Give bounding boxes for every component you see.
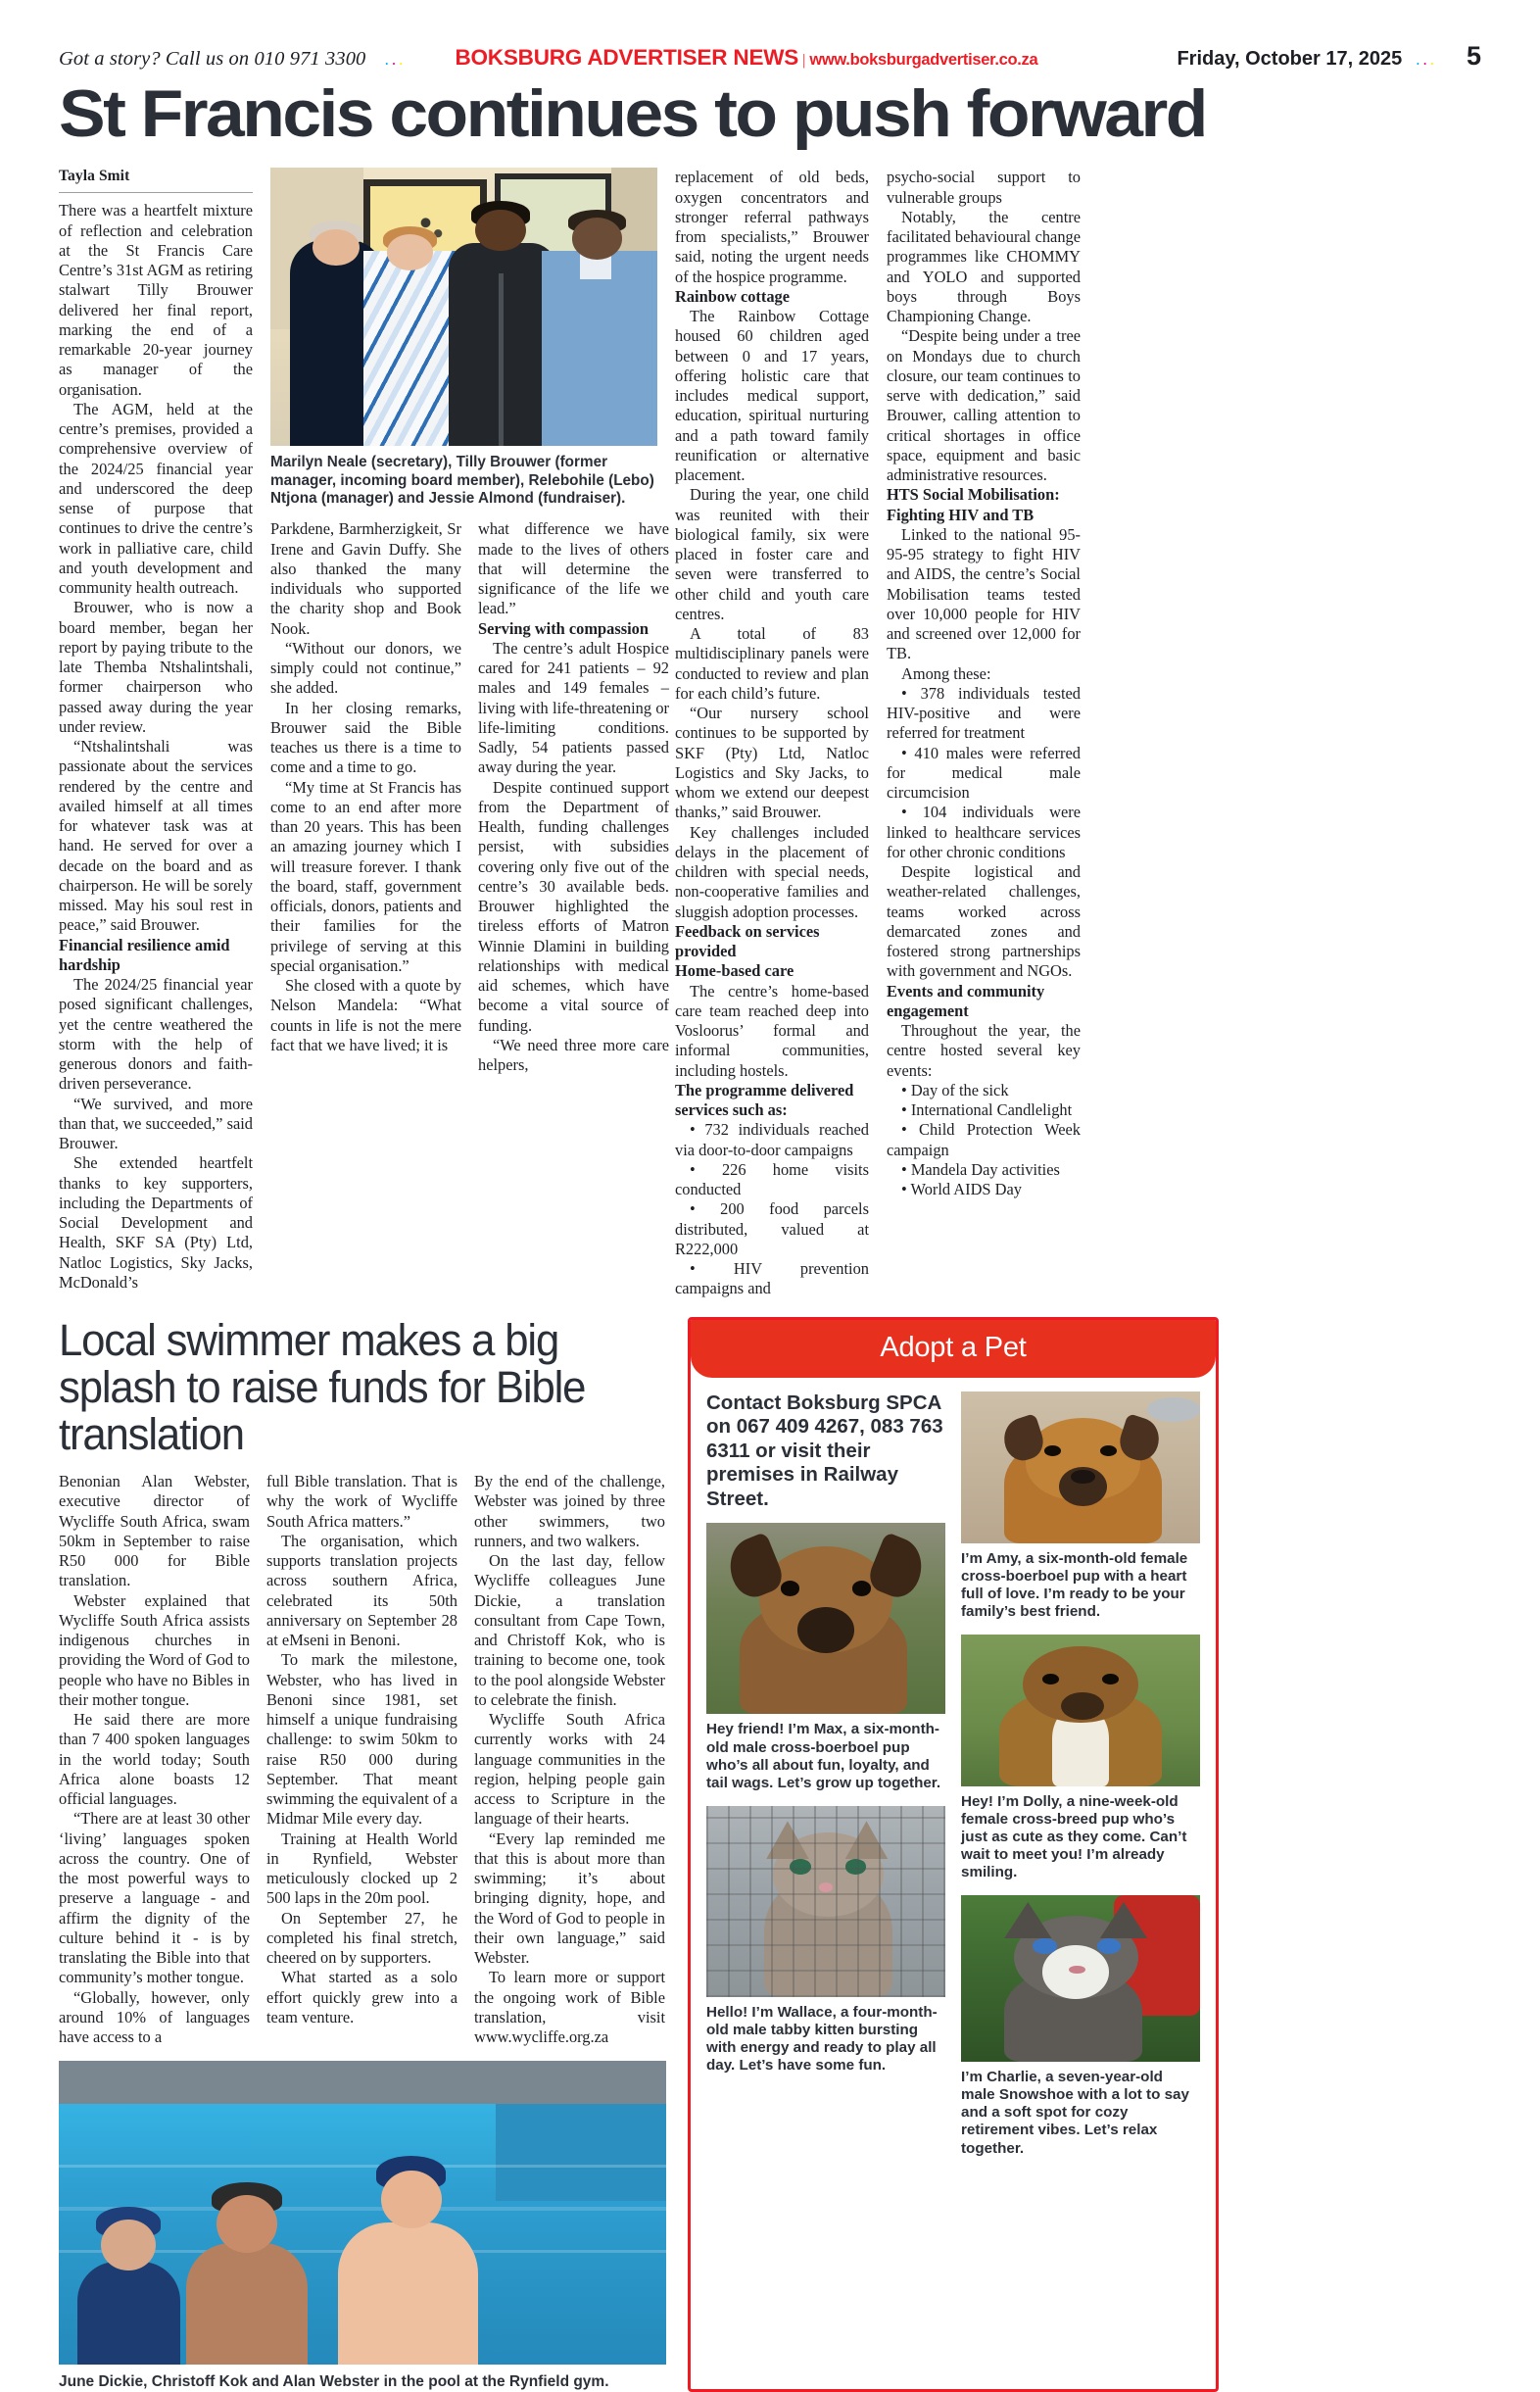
event-item: • Mandela Day activities (901, 1159, 1060, 1179)
paragraph: To mark the milestone, Webster, who has lived in Benoni since 1981, set himself a unique fundraising challenge: to swim 50km to raise R50 000 during September. That meant swimming the equivalent of a Midmar Mile every day. (266, 1650, 457, 1829)
story2-photo-caption: June Dickie, Christoff Kok and Alan Webster in the pool at the Rynfield gym. (59, 2373, 609, 2391)
publication-website[interactable]: www.boksburgadvertiser.co.za (809, 51, 1038, 69)
publication-brand (361, 45, 1131, 71)
paragraph: The Rainbow Cottage housed 60 children aged between 0 and 17 years, offering holistic care that includes medical support, education, spiritual nurturing and a path toward family reunification or alternative placement. (675, 307, 869, 485)
publication-name: BOKSBURG ADVERTISER NEWS (455, 45, 799, 70)
story1-lower-columns (270, 519, 669, 1075)
pet-photo-max (706, 1523, 945, 1714)
paragraph: Linked to the national 95-95-95 strategy to fight HIV and AIDS, the centre’s Social Mobilisation teams tested over 10,000 people for HIV and screened over 12,000 for TB. (887, 524, 1081, 663)
adopt-column-left (706, 1391, 945, 2378)
adopt-a-pet-body (691, 1378, 1216, 2390)
paragraph: He said there are more than 7 400 spoken languages in the world today; South Africa alone boasts 12 official languages. (59, 1710, 250, 1809)
masthead (59, 0, 1481, 76)
story2-pool-photo (59, 2061, 666, 2365)
lower-section (59, 1314, 1481, 2392)
bullet-item: • 200 food parcels distributed, valued at R222,000 (675, 1199, 869, 1258)
paragraph: During the year, one child was reunited with their biological family, six were placed in foster care and seven were transferred to other child and youth care centres. (675, 485, 869, 623)
story2-column-1 (59, 1472, 250, 2047)
issue-date: Friday, October 17, 2025 (1177, 48, 1403, 70)
story1-headline: St Francis continues to push forward (59, 76, 1206, 151)
story1-column-1 (59, 168, 253, 1298)
bullet-item: • 226 home visits conducted (675, 1159, 869, 1199)
paragraph: The AGM, held at the centre’s premises, provided a comprehensive overview of the 2024/25 financial year and underscored the deep sense of purpose that continues to drive the centre’s work in palliative care, child and youth development and community health outreach. (59, 399, 253, 598)
paragraph: On the last day, fellow Wycliffe colleagues June Dickie, a translation consultant from Cape Town, and Christoff Kok, who is training to become one, took to the pool alongside Webster to celebrate the finish. (474, 1551, 665, 1709)
story2-column-3 (474, 1472, 665, 2047)
paragraph: “Globally, however, only around 10% of languages have access to a (59, 1987, 250, 2047)
paragraph: Among these: (901, 663, 991, 683)
pet-caption-wallace: Hello! I’m Wallace, a four-month-old male tabby kitten bursting with energy and ready to play all day. Let’s have some fun. (706, 2003, 938, 2075)
paragraph: Benonian Alan Webster, executive director of Wycliffe South Africa, swam 50km in September to raise R50 000 for Bible translation. (59, 1472, 250, 1590)
pet-photo-amy (961, 1391, 1200, 1543)
paragraph: Notably, the centre facilitated behavioural change programmes like CHOMMY and YOLO and supported boys through Boys Championing Change. (887, 207, 1081, 326)
pet-caption-max: Hey friend! I’m Max, a six-month-old male cross-boerboel pup who’s all about fun, loyalty, and tail wags. Let’s grow up together. (706, 1721, 941, 1791)
paragraph: replacement of old beds, oxygen concentrators and stronger referral pathways from specialists,” Brouwer said, noting the urgent needs of the hospice programme. (675, 168, 869, 286)
pet-caption-dolly: Hey! I’m Dolly, a nine-week-old female cross-breed pup who’s just as cute as they come. Can’t wait to meet you! I’m already smiling. (961, 1792, 1187, 1881)
story1-column-3 (478, 519, 669, 1075)
pet-photo-wallace (706, 1806, 945, 1997)
story-tip-line (59, 48, 406, 71)
brand-separator: | (802, 52, 806, 69)
paragraph: To learn more or support the ongoing work of Bible translation, visit www.wycliffe.org.za (474, 1968, 665, 2047)
event-item: • Day of the sick (901, 1080, 1009, 1099)
story2-headline: Local swimmer makes a big splash to raise funds for Bible translation (59, 1314, 586, 1459)
paragraph: “My time at St Francis has come to an end after more than 20 years. This has been an amazing journey which I will treasure forever. I thank the board, staff, government officials, donors, patients and their families for the privilege of serving at this special organisation.” (270, 777, 461, 975)
adopt-a-pet-panel (688, 1317, 1219, 2392)
paragraph: The centre’s home-based care team reached deep into Vosloorus’ formal and informal communities, including hostels. (675, 981, 869, 1080)
paragraph: “Our nursery school continues to be supported by SKF (Pty) Ltd, Natloc Logistics and Sky Jacks, to whom we extend our deepest thanks,” said Brouwer. (675, 704, 869, 822)
paragraph: “There are at least 30 other ‘living’ languages spoken across the country. One of the most powerful ways to preserve a language - and affirm the dignity of the culture behind it - is by translating the Bible into that community’s mother tongue. (59, 1809, 250, 1987)
paragraph: “Without our donors, we simply could not continue,” she added. (270, 638, 461, 698)
paragraph: Throughout the year, the centre hosted several key events: (887, 1021, 1081, 1080)
bullet-item: • 378 individuals tested HIV-positive and were referred for treatment (887, 683, 1081, 743)
paragraph: Parkdene, Barmherzigkeit, Sr Irene and Gavin Duffy. She also thanked the many individuals who supported the charity shop and Book Nook. (270, 519, 461, 638)
page-number: 5 (1466, 41, 1481, 71)
paragraph: A total of 83 multidisciplinary panels were conducted to review and plan for each child’s future. (675, 624, 869, 703)
bullet-item: • 104 individuals were linked to healthcare services for other chronic conditions (887, 803, 1081, 861)
story1-photo-column (270, 168, 669, 1298)
paragraph: She extended heartfelt thanks to key supporters, including the Departments of Social Development and Health, SKF SA (Pty) Ltd, Natloc Logistics, Sky Jacks, McDonald’s (59, 1153, 253, 1292)
cmyk-registration-marks-right: ... (1416, 50, 1437, 69)
paragraph: Despite continued support from the Department of Health, funding challenges persist, with subsidies covering only five out of the centre’s 30 available beds. Brouwer highlighted the tireless efforts of Matron Winnie Dlamini in building relationships with medical aid schemes, which have become a vital source of funding. (478, 777, 669, 1035)
paragraph: “Despite being under a tree on Mondays due to church closure, our team continues to serve with dedication,” said Brouwer, calling attention to critical shortages in office space, equipment and basic administrative resources. (887, 326, 1081, 485)
paragraph: what difference we have made to the lives of others that will determine the significance of the life we lead.” (478, 519, 669, 618)
subheading: Rainbow cottage (675, 286, 790, 306)
paragraph: The organisation, which supports translation projects across southern Africa, celebrated its 50th anniversary on September 28 at eMseni in Benoni. (266, 1531, 457, 1650)
story1-column-5 (887, 168, 1081, 1298)
paragraph: “Ntshalintshali was passionate about the services rendered by the centre and availed himself at all times for whatever task was at hand. He served for over a decade on the board and as chairperson. He will be sorely missed. May his soul rest in peace,” said Brouwer. (59, 737, 253, 935)
masthead-right (1177, 41, 1481, 72)
subheading: HTS Social Mobilisation: Fighting HIV and TB (887, 485, 1060, 524)
event-item: • World AIDS Day (901, 1180, 1022, 1199)
cmyk-registration-marks: ... (384, 50, 407, 69)
story2 (59, 1314, 666, 2392)
story2-columns (59, 1472, 666, 2047)
subheading: Events and community engagement (887, 981, 1045, 1020)
paragraph: “We survived, and more than that, we succeeded,” said Brouwer. (59, 1094, 253, 1153)
adopt-column-right (961, 1391, 1200, 2378)
event-item: • Child Protection Week campaign (887, 1120, 1081, 1159)
paragraph: What started as a solo effort quickly grew into a team venture. (266, 1968, 457, 2026)
paragraph: Despite logistical and weather-related challenges, teams worked across demarcated zones and fostered strong partnerships with government and NGOs. (887, 862, 1081, 981)
pet-photo-charlie (961, 1895, 1200, 2062)
bullet-item: • 410 males were referred for medical male circumcision (887, 743, 1081, 803)
story1-group-photo (270, 168, 657, 446)
subheading: Feedback on services provided (675, 921, 820, 961)
subheading: Financial resilience amid hardship (59, 935, 230, 974)
paragraph: She closed with a quote by Nelson Mandela: “What counts in life is not the mere fact that we have lived; it is (270, 976, 461, 1054)
story1-photo-caption: Marilyn Neale (secretary), Tilly Brouwer (former manager, incoming board member), Relebohile (Lebo) Ntjona (manager) and Jessie Almond (fundraiser). (270, 454, 654, 507)
paragraph: There was a heartfelt mixture of reflection and celebration at the St Francis Care Centre’s 31st AGM as retiring stalwart Tilly Brouwer delivered her final report, marking the end of a remarkable 20-year journey as manager of the organisation. (59, 201, 253, 399)
paragraph: On September 27, he completed his final stretch, cheered on by supporters. (266, 1908, 457, 1968)
bullet-item: • 732 individuals reached via door-to-door campaigns (675, 1120, 869, 1159)
paragraph: In her closing remarks, Brouwer said the Bible teaches us there is a time to come and a time to go. (270, 698, 461, 777)
spca-contact-info: Contact Boksburg SPCA on 067 409 4267, 083 763 6311 or visit their premises in Railway Street. (706, 1391, 943, 1510)
pet-photo-dolly (961, 1635, 1200, 1786)
pet-caption-amy: I’m Amy, a six-month-old female cross-boerboel pup with a heart full of love. I’m ready to be your family’s best friend. (961, 1549, 1188, 1620)
story1-columns (59, 168, 1481, 1298)
paragraph: Training at Health World in Rynfield, Webster meticulously clocked up 2 500 laps in the 20m pool. (266, 1829, 457, 1908)
subheading: The programme delivered services such as: (675, 1080, 854, 1120)
subheading: Serving with compassion (478, 618, 649, 638)
paragraph: Wycliffe South Africa currently works with 24 language communities in the region, helping people gain access to Scripture in the language of their hearts. (474, 1710, 665, 1829)
bullet-item: • HIV prevention campaigns and (675, 1259, 869, 1298)
paragraph: “Every lap reminded me that this is about more than swimming; it’s about bringing dignity, hope, and the Word of God to people in their own language,” said Webster. (474, 1829, 665, 1968)
paragraph: full Bible translation. That is why the work of Wycliffe South Africa matters.” (266, 1472, 457, 1531)
story-tip-text: Got a story? Call us on 010 971 3300 (59, 48, 366, 70)
paragraph: psycho-social support to vulnerable groups (887, 168, 1081, 207)
story1-byline: Tayla Smit (59, 168, 130, 185)
story2-column-2 (266, 1472, 457, 2047)
story1-column-2 (270, 519, 461, 1075)
adopt-a-pet-title: Adopt a Pet (691, 1320, 1216, 1378)
paragraph: “We need three more care helpers, (478, 1035, 669, 1075)
paragraph: The 2024/25 financial year posed significant challenges, yet the centre weathered the storm with the help of generous donors and faith-driven perseverance. (59, 975, 253, 1094)
paragraph: By the end of the challenge, Webster was joined by three other swimmers, two runners, and two walkers. (474, 1472, 665, 1550)
subheading: Home-based care (675, 961, 794, 981)
pet-caption-charlie: I’m Charlie, a seven-year-old male Snowshoe with a lot to say and a soft spot for cozy retirement vibes. Let’s relax together. (961, 2069, 1189, 2157)
event-item: • International Candlelight (901, 1100, 1073, 1120)
story1-column-4 (675, 168, 869, 1298)
paragraph: Key challenges included delays in the placement of children with special needs, non-cooperative families and sluggish adoption processes. (675, 822, 869, 921)
paragraph: The centre’s adult Hospice cared for 241 patients – 92 males and 149 females – living with life-threatening or life-limiting conditions. Sadly, 54 patients passed away during the year. (478, 638, 669, 777)
paragraph: Webster explained that Wycliffe South Africa assists indigenous churches in providing the Word of God to people who have no Bibles in their mother tongue. (59, 1590, 250, 1709)
paragraph: Brouwer, who is now a board member, began her report by paying tribute to the late Themba Ntshalintshali, former chairperson who passed away during the year under review. (59, 598, 253, 736)
byline-rule (59, 192, 253, 193)
